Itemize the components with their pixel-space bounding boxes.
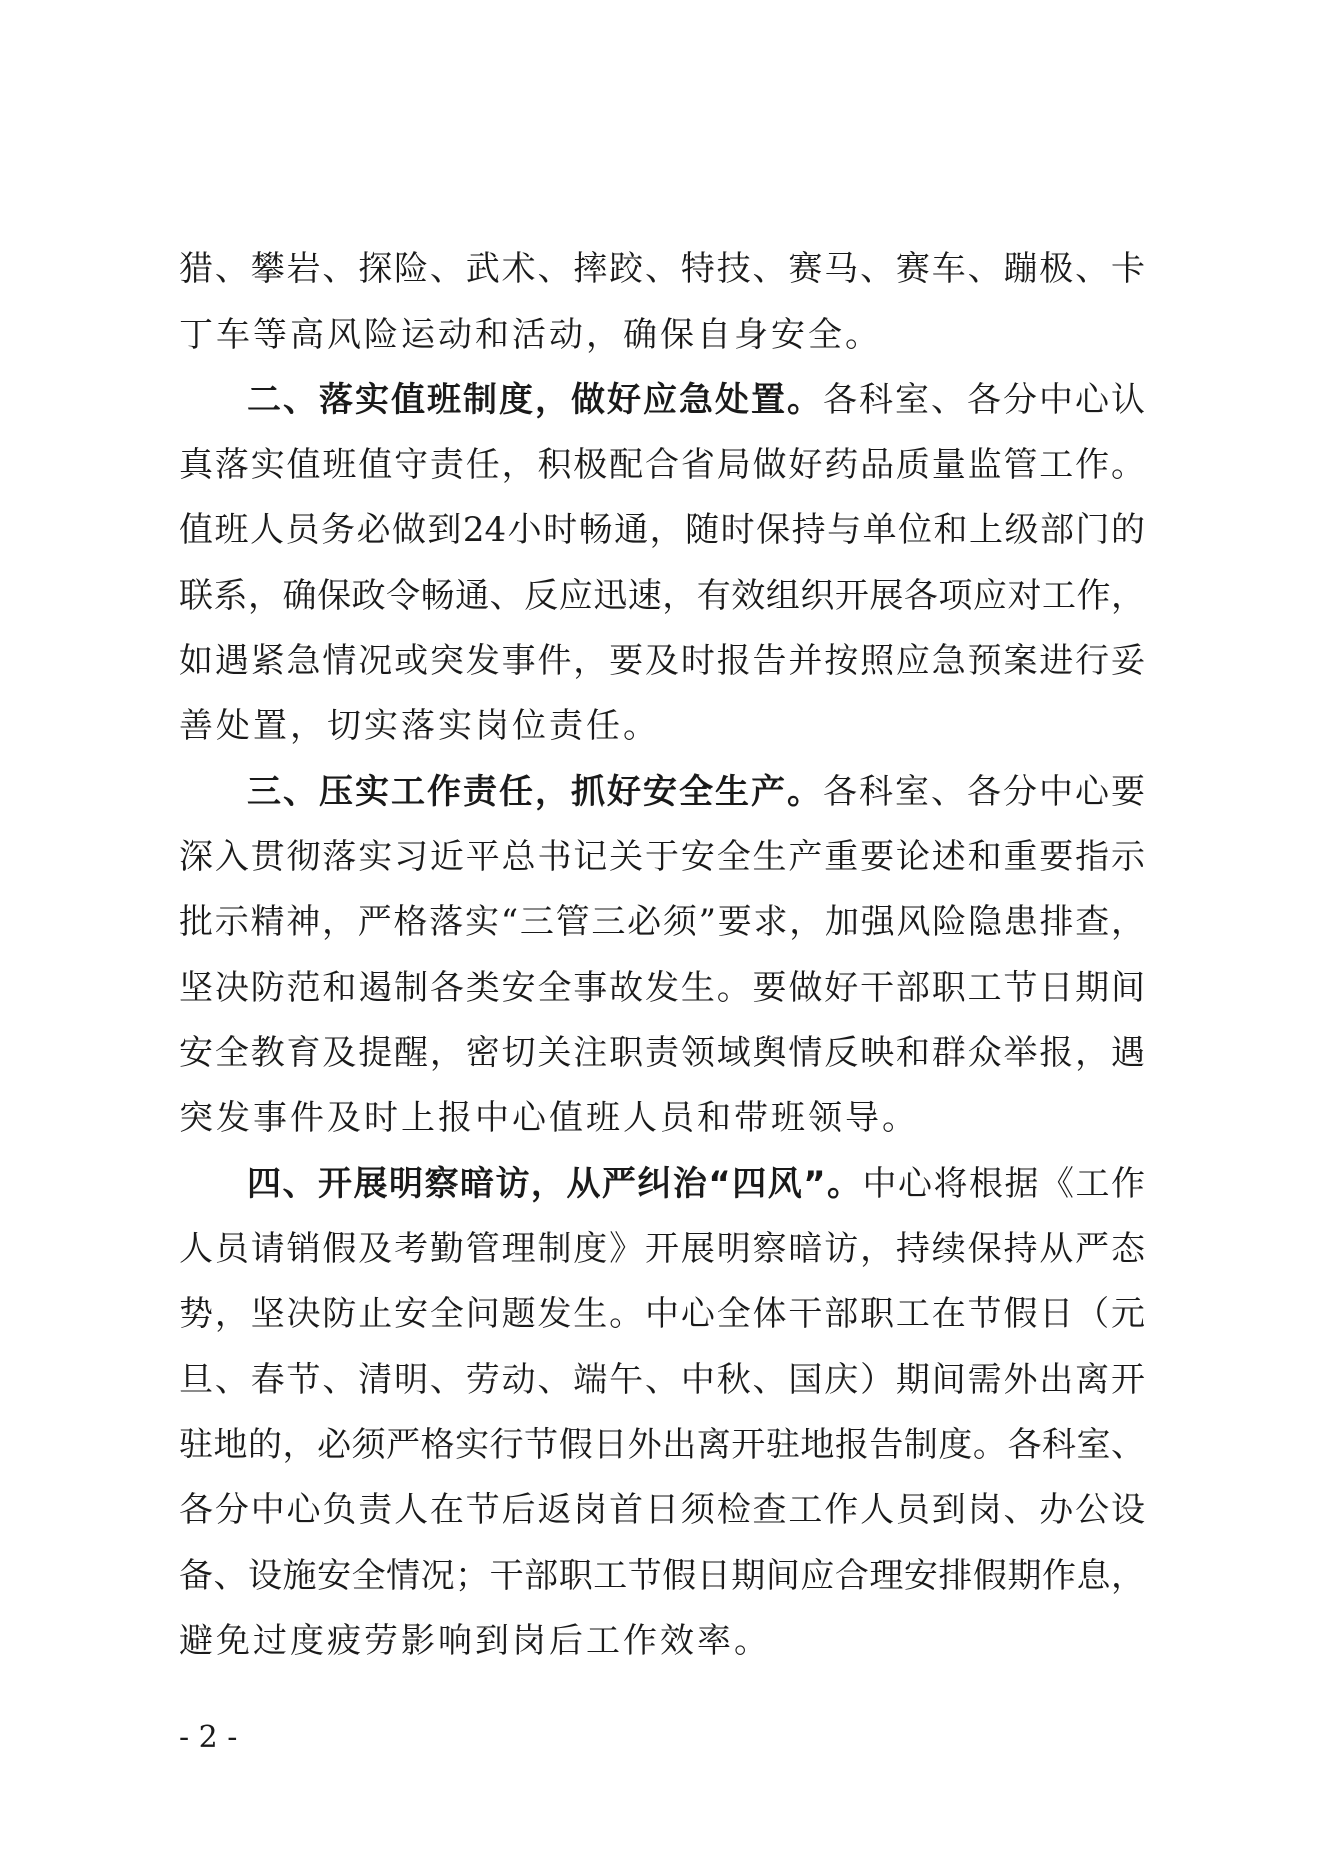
section-heading: 三、压实工作责任，抓好安全生产。 (247, 772, 823, 812)
body-text-line: 旦、春节、清明、劳动、端午、中秋、国庆）期间需外出离开 (179, 1360, 1145, 1400)
body-text-line: 善处置，切实落实岗位责任。 (179, 706, 660, 746)
body-text: 各科室、各分中心要 (823, 772, 1145, 812)
body-text-line: 如遇紧急情况或突发事件，要及时报告并按照应急预案进行妥 (179, 641, 1145, 681)
body-text-line: 避免过度疲劳影响到岗后工作效率。 (179, 1621, 771, 1661)
body-text-line: 批示精神，严格落实“三管三必须”要求，加强风险隐患排查， (179, 902, 1145, 942)
section-paragraph-first-line (247, 762, 1145, 822)
body-text-line: 备、设施安全情况；干部职工节假日期间应合理安排假期作息， (179, 1556, 1145, 1596)
body-text-line: 人员请销假及考勤管理制度》开展明察暗访，持续保持从严态 (179, 1229, 1145, 1269)
section-heading: 四、开展明察暗访，从严纠治“四风”。 (247, 1164, 863, 1204)
body-text-line: 深入贯彻落实习近平总书记关于安全生产重要论述和重要指示 (179, 837, 1145, 877)
body-text-line: 驻地的，必须严格实行节假日外出离开驻地报告制度。各科室、 (179, 1425, 1145, 1465)
body-text-line: 坚决防范和遏制各类安全事故发生。要做好干部职工节日期间 (179, 968, 1145, 1008)
section-paragraph-first-line (247, 1154, 1145, 1214)
body-text-line: 猎、攀岩、探险、武术、摔跤、特技、赛马、赛车、蹦极、卡 (179, 249, 1145, 289)
body-text: 中心将根据《工作 (862, 1164, 1145, 1204)
body-text-line: 真落实值班值守责任，积极配合省局做好药品质量监管工作。 (179, 445, 1145, 485)
page-number: - 2 - (179, 1720, 238, 1755)
body-text-line: 势，坚决防止安全问题发生。中心全体干部职工在节假日（元 (179, 1294, 1145, 1334)
body-text: 各科室、各分中心认 (823, 380, 1145, 420)
body-text-line: 丁车等高风险运动和活动，确保自身安全。 (179, 315, 882, 355)
body-text-line: 突发事件及时上报中心值班人员和带班领导。 (179, 1098, 919, 1138)
body-text-line: 联系，确保政令畅通、反应迅速，有效组织开展各项应对工作， (179, 576, 1145, 616)
body-text-line: 各分中心负责人在节后返岗首日须检查工作人员到岗、办公设 (179, 1490, 1145, 1530)
section-heading: 二、落实值班制度，做好应急处置。 (247, 380, 823, 420)
section-paragraph-first-line (247, 370, 1145, 430)
body-text-line: 值班人员务必做到24小时畅通，随时保持与单位和上级部门的 (179, 510, 1145, 550)
body-text-line: 安全教育及提醒，密切关注职责领域舆情反映和群众举报，遇 (179, 1033, 1145, 1073)
